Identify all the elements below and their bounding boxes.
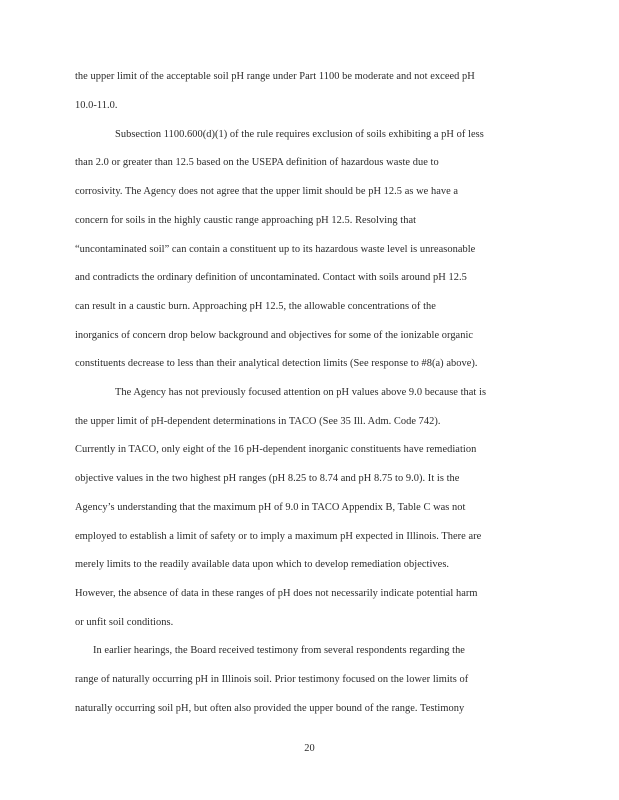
text-line-17: employed to establish a limit of safety or to imply a maximum pH expected in Illinois. There are <box>75 531 482 542</box>
text-line-4: than 2.0 or greater than 12.5 based on the USEPA definition of hazardous waste due to <box>75 157 439 168</box>
text-line-21: In earlier hearings, the Board received testimony from several respondents regarding the <box>93 645 465 656</box>
text-line-14: Currently in TACO, only eight of the 16 pH-dependent inorganic constituents have remediation <box>75 444 477 455</box>
text-line-6: concern for soils in the highly caustic range approaching pH 12.5. Resolving that <box>75 215 417 226</box>
text-line-1: the upper limit of the acceptable soil pH range under Part 1100 be moderate and not exceed pH <box>75 71 475 82</box>
text-line-20: or unfit soil conditions. <box>75 617 174 628</box>
text-line-12: The Agency has not previously focused attention on pH values above 9.0 because that is <box>115 387 487 398</box>
text-line-7: “uncontaminated soil” can contain a constituent up to its hazardous waste level is unreasonable <box>75 244 476 255</box>
text-line-9: can result in a caustic burn. Approaching pH 12.5, the allowable concentrations of the <box>75 301 436 312</box>
text-line-18: merely limits to the readily available data upon which to develop remediation objectives. <box>75 559 450 570</box>
text-line-2: 10.0-11.0. <box>75 100 118 111</box>
text-line-23: naturally occurring soil pH, but often also provided the upper bound of the range. Testimony <box>75 703 465 714</box>
text-line-15: objective values in the two highest pH ranges (pH 8.25 to 8.74 and pH 8.75 to 9.0). It is the <box>75 473 460 484</box>
text-line-10: inorganics of concern drop below background and objectives for some of the ionizable organic <box>75 330 474 341</box>
text-line-16: Agency’s understanding that the maximum pH of 9.0 in TACO Appendix B, Table C was not <box>75 502 466 513</box>
text-line-13: the upper limit of pH-dependent determinations in TACO (See 35 Ill. Adm. Code 742). <box>75 416 441 427</box>
text-line-3: Subsection 1100.600(d)(1) of the rule requires exclusion of soils exhibiting a pH of less <box>115 129 484 140</box>
text-line-5: corrosivity. The Agency does not agree that the upper limit should be pH 12.5 as we have a <box>75 186 459 197</box>
text-line-11: constituents decrease to less than their analytical detection limits (See response to #8(a) above). <box>75 358 478 369</box>
text-line-19: However, the absence of data in these ranges of pH does not necessarily indicate potential harm <box>75 588 478 599</box>
text-line-8: and contradicts the ordinary definition of uncontaminated. Contact with soils around pH 12.5 <box>75 272 467 283</box>
page-number: 20 <box>304 743 315 754</box>
text-line-22: range of naturally occurring pH in Illinois soil. Prior testimony focused on the lower limits of <box>75 674 469 685</box>
